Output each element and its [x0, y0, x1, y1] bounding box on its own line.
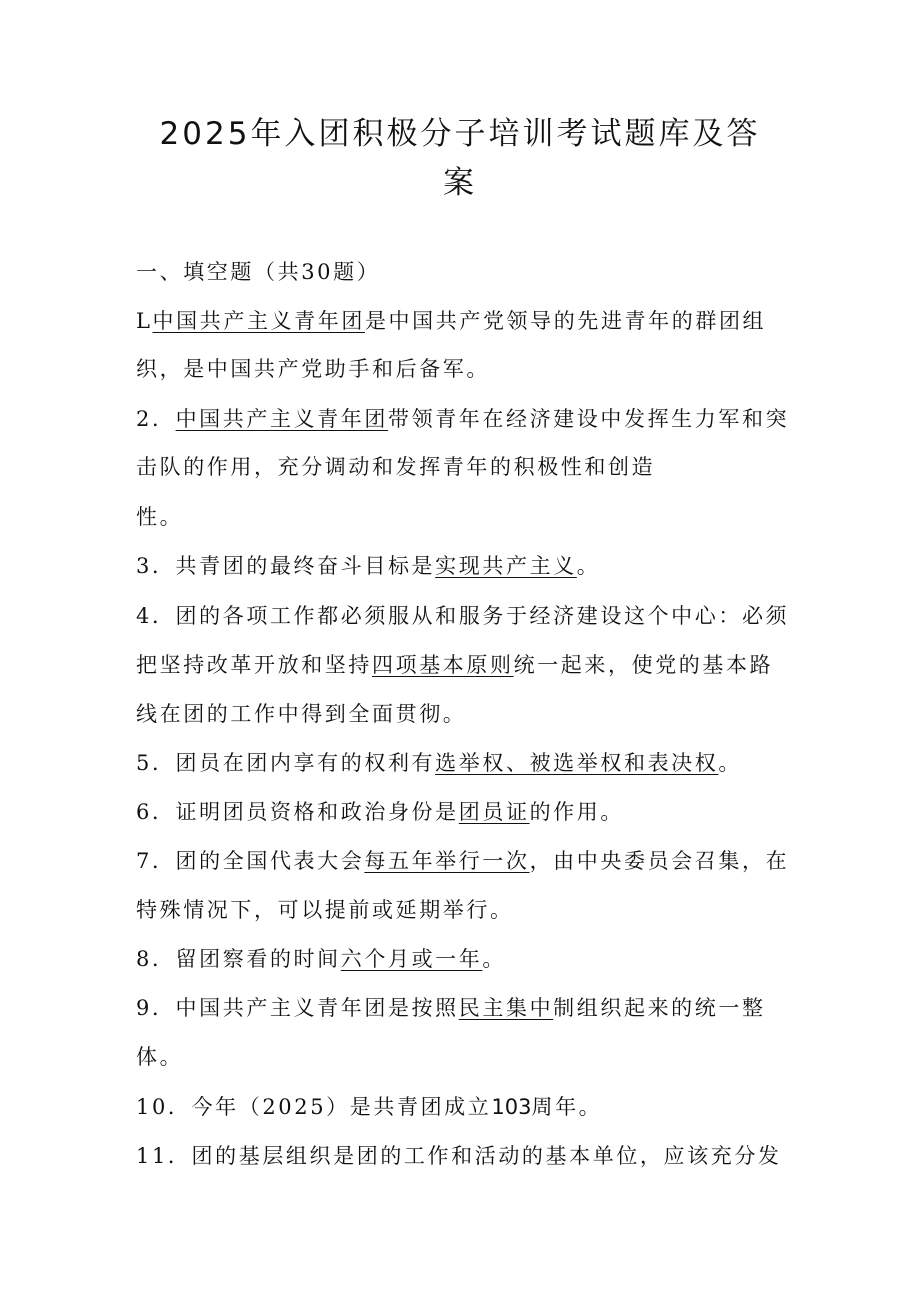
question-10-answer: 103 [491, 1095, 532, 1119]
question-9-answer: 民主集中 [458, 996, 554, 1020]
question-7-text-end: ，由中央委员会召集，在 [529, 849, 790, 873]
question-2-text: 带领青年在经济建设中发挥生力军和突 [387, 407, 790, 431]
question-8-answer: 六个月或一年 [340, 947, 483, 971]
question-5-text-end: 。 [718, 751, 742, 775]
question-6-text: 6．证明团员资格和政治身份是 [136, 800, 459, 824]
question-8-line-1 [136, 944, 506, 974]
document-title-line-2: 案 [443, 165, 477, 201]
question-9-line-2: 体。 [136, 1045, 184, 1069]
question-1-answer: 中国共产主义青年团 [152, 309, 365, 333]
question-2-line-1 [136, 404, 789, 434]
question-4-line-1: 4．团的各项工作都必须服从和服务于经济建设这个中心：必须 [136, 604, 790, 628]
question-2-answer: 中国共产主义青年团 [175, 407, 388, 431]
question-9-text-end: 制组织起来的统一整 [553, 996, 766, 1020]
question-9-line-1 [136, 993, 766, 1023]
question-7-line-1 [136, 846, 789, 876]
question-1-line-1 [136, 306, 766, 336]
question-7-line-2: 特殊情况下，可以提前或延期举行。 [136, 898, 514, 922]
question-3-text-end: 。 [576, 554, 601, 578]
question-4-text-end: 统一起来，使党的基本路 [513, 653, 774, 677]
question-3-answer: 实现共产主义 [435, 554, 577, 578]
question-8-text-end: 。 [482, 947, 506, 971]
question-5-line-1 [136, 748, 742, 778]
question-6-text-end: 的作用。 [529, 800, 624, 824]
question-8-text: 8．留团察看的时间 [136, 947, 341, 971]
question-9-text: 9．中国共产主义青年团是按照 [136, 996, 459, 1020]
question-2-line-3: 性。 [136, 505, 184, 529]
question-10-text: 10．今年（2025）是共青团成立 [136, 1095, 492, 1119]
question-5-answer: 选举权、被选举权和表决权 [435, 751, 719, 775]
question-1-line-2: 织，是中国共产党助手和后备军。 [136, 357, 490, 381]
question-7-answer: 每五年举行一次 [364, 849, 530, 873]
question-10-text-end: 周年。 [531, 1095, 603, 1119]
section-heading: 一、填空题（共30题） [136, 260, 381, 284]
question-11-line-1: 11．团的基层组织是团的工作和活动的基本单位，应该充分发 [136, 1144, 782, 1168]
document-title-line-1: 2025年入团积极分子培训考试题库及答 [159, 116, 761, 152]
question-6-answer: 团员证 [458, 800, 530, 824]
question-5-text: 5．团员在团内享有的权利有 [136, 751, 436, 775]
question-4-line-3: 线在团的工作中得到全面贯彻。 [136, 702, 467, 726]
question-10-line-1 [136, 1092, 602, 1122]
question-4-line-2 [136, 650, 773, 680]
question-4-text: 把坚持改革开放和坚持 [136, 653, 372, 677]
question-3-text: 3．共青团的最终奋斗目标是 [136, 554, 436, 578]
question-4-answer: 四项基本原则 [372, 653, 514, 677]
question-3-line-1 [136, 551, 600, 581]
question-2-line-2: 击队的作用，充分调动和发挥青年的积极性和创造 [136, 455, 656, 479]
question-7-text: 7．团的全国代表大会 [136, 849, 365, 873]
question-2-number: 2． [136, 407, 176, 431]
question-1-text: 是中国共产党领导的先进青年的群团组 [364, 309, 767, 333]
question-1-number: L [136, 309, 153, 333]
question-6-line-1 [136, 797, 624, 827]
